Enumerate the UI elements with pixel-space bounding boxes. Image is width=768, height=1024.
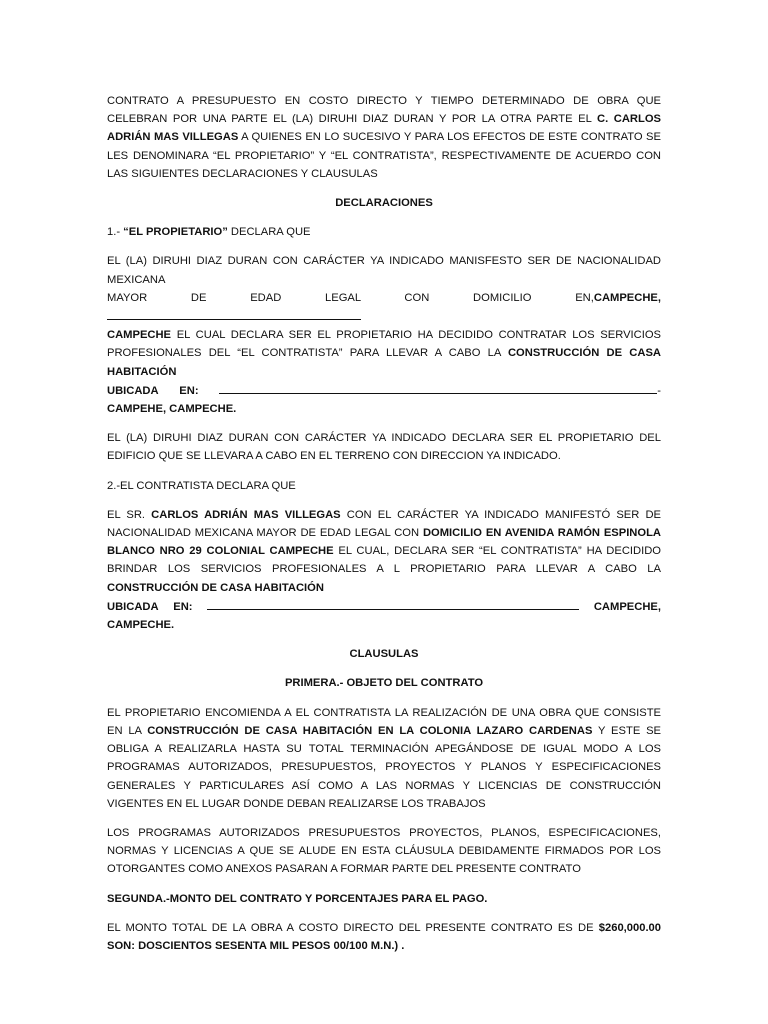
address-city-suffix: CAMPECHE,: [593, 291, 661, 304]
clausulas-heading: CLAUSULAS: [349, 648, 419, 661]
declaration-2-paragraph: EL SR. CARLOS ADRIÁN MAS VILLEGAS CON EL CARÁCTER YA INDICADO MANIFESTÓ SER DE NACIONALIDAD MEXICANA MAYOR DE EDAD LEGAL CON DOMICILIO EN AVENIDA RAMÓN ESPINOLA BLANCO NRO 29 COLONIAL CAMPECHE EL CUAL, DECLARA SER “EL CONTRATISTA” HA DECIDIDO BRINDAR LOS SERVICIOS PROFESIONALES A L PROPIETARIO PARA LLEVAR A CABO LA CONSTRUCCIÓN DE CASA HABITACIÓN UBICADA EN: CAMPECHE, CAMPECHE.: [107, 508, 662, 632]
declaration-1-paragraph: [107, 252, 661, 418]
address-city: CAMPECHE: [107, 329, 172, 342]
declaration-2-obra: CONSTRUCCIÓN DE CASA HABITACIÓN: [107, 581, 324, 594]
contract-amount: $260,000.00 SON: DOSCIENTOS SESENTA MIL PESOS 00/100 M.N.) .: [107, 921, 661, 952]
primera-paragraph: EL PROPIETARIO ENCOMIENDA A EL CONTRATISTA LA REALIZACIÓN DE UNA OBRA QUE CONSISTE EN LA CONSTRUCCIÓN DE CASA HABITACIÓN EN LA COLONIA LAZARO CARDENAS Y ESTE SE OBLIGA A REALIZARLA HASTA SU TOTAL TERMINACIÓN APEGÁNDOSE DE IGUAL MODO A LOS PROGRAMAS AUTORIZADOS, PRESUPUESTOS, PROYECTOS Y PLANOS Y ESPECIFICACIONES GENERALES Y PARTICULARES ASÍ COMO A LAS NORMAS Y LICENCIAS DE CONSTRUCCIÓN VIGENTES EN EL LUGAR DONDE DEBAN REALIZARSE LOS TRABAJOS: [107, 706, 662, 810]
segunda-paragraph: EL MONTO TOTAL DE LA OBRA A COSTO DIRECTO DEL PRESENTE CONTRATO ES DE $260,000.00 SON: DOSCIENTOS SESENTA MIL PESOS 00/100 M.N.) .: [107, 921, 661, 952]
segunda-heading: SEGUNDA.-MONTO DEL CONTRATO Y PORCENTAJES PARA EL PAGO.: [107, 892, 488, 905]
location-blank-2: [207, 597, 579, 610]
declaration-1-line-1: EL (LA) DIRUHI DIAZ DURAN CON CARÁCTER YA INDICADO MANISFESTO SER DE NACIONALIDAD MEXICANA: [107, 255, 661, 286]
declaration-1-rest: DECLARA QUE: [227, 226, 311, 239]
declaration-1-title: [107, 223, 661, 241]
address-blank: [107, 307, 361, 320]
declaration-2-title: 2.-EL CONTRATISTA DECLARA QUE: [107, 479, 296, 492]
contractor-full-name: CARLOS ADRIÁN MAS VILLEGAS: [151, 508, 341, 521]
declaration-1-end: CAMPEHE, CAMPECHE.: [107, 403, 237, 416]
intro-text-1: CONTRATO A PRESUPUESTO EN COSTO DIRECTO Y TIEMPO DETERMINADO DE OBRA QUE CELEBRAN POR UNA PARTE EL (LA) DIRUHI DIAZ DURAN Y POR LA OTRA PARTE EL: [107, 95, 661, 126]
location-blank: [219, 381, 657, 394]
declaration-1-address-line: MAYOR DE EDAD LEGAL CON DOMICILIO EN, CAMPECHE,: [107, 289, 661, 326]
declaration-1-paragraph-2: EL (LA) DIRUHI DIAZ DURAN CON CARÁCTER YA INDICADO DECLARA SER EL PROPIETARIO DEL EDIFICIO QUE SE LLEVARA A CABO EN EL TERRENO CON DIRECCION YA INDICADO.: [107, 432, 661, 463]
contract-document: [107, 92, 661, 966]
primera-paragraph-2: LOS PROGRAMAS AUTORIZADOS PRESUPUESTOS PROYECTOS, PLANOS, ESPECIFICACIONES, NORMAS Y LICENCIAS A QUE SE ALUDE EN ESTA CLÁUSULA DEBIDAMENTE FIRMADOS POR LOS OTORGANTES COMO ANEXOS PASARAN A FORMAR PARTE DEL PRESENTE CONTRATO: [107, 826, 661, 876]
declaration-1-location-line: UBICADA EN: -: [107, 381, 661, 400]
declaration-1-party: “EL PROPIETARIO”: [123, 226, 228, 239]
declaration-2-location-line: UBICADA EN: CAMPECHE,: [107, 597, 661, 616]
contractor-name: C. CARLOS ADRIÁN MAS VILLEGAS: [107, 113, 661, 144]
intro-paragraph: [107, 92, 661, 183]
declaraciones-heading: DECLARACIONES: [335, 197, 433, 210]
primera-obra: CONSTRUCCIÓN DE CASA HABITACIÓN EN LA COLONIA LAZARO CARDENAS: [147, 724, 593, 737]
declaration-1-text-2: EL CUAL DECLARA SER EL PROPIETARIO HA DECIDIDO CONTRATAR LOS SERVICIOS PROFESIONALES DEL “EL CONTRATISTA” PARA LLEVAR A CABO LA: [107, 329, 661, 360]
contractor-address: DOMICILIO EN AVENIDA RAMÓN ESPINOLA BLANCO NRO 29 COLONIAL CAMPECHE: [107, 527, 662, 558]
declaration-1-obra: CONSTRUCCIÓN DE CASA HABITACIÓN: [107, 347, 662, 378]
primera-heading: PRIMERA.- OBJETO DEL CONTRATO: [284, 677, 484, 690]
en-label: EN:: [179, 384, 199, 397]
intro-text-2: A QUIENES EN LO SUCESIVO Y PARA LOS EFECTOS DE ESTE CONTRATO SE LES DENOMINARA “EL PROPIETARIO” Y “EL CONTRATISTA”, RESPECTIVAMENTE DE ACUERDO CON LAS SIGUIENTES DECLARACIONES Y CLAUSULAS: [107, 131, 661, 180]
declaration-1-number: 1.-: [107, 226, 124, 239]
ubicada-label: UBICADA: [107, 384, 159, 397]
